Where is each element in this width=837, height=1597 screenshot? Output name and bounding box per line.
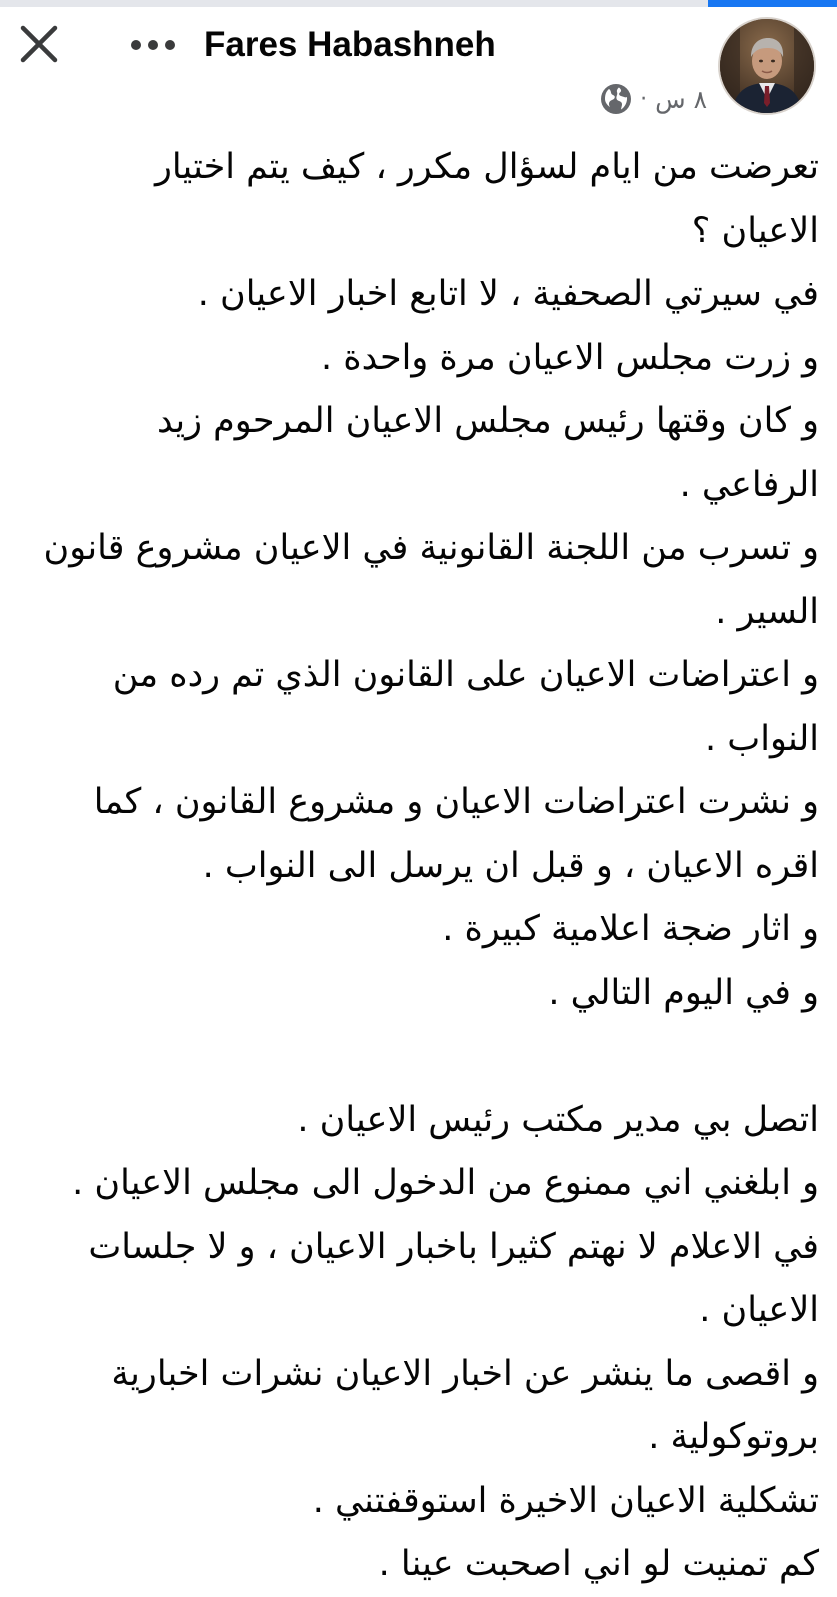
post-line: و زرت مجلس الاعيان مرة واحدة . — [321, 337, 819, 378]
close-button[interactable] — [14, 19, 64, 69]
post-line: و ابلغني اني ممنوع من الدخول الى مجلس الاعيان . — [72, 1163, 819, 1203]
post-blank-line — [14, 1025, 819, 1089]
more-options-button[interactable] — [124, 25, 182, 65]
post-line: و كان وقتها رئيس مجلس الاعيان المرحوم زيد — [156, 401, 819, 441]
avatar-photo — [720, 19, 814, 113]
post-line: في الاعلام لا نهتم كثيرا باخبار الاعيان ، و لا جلسات — [88, 1226, 819, 1267]
meta-separator: · — [640, 86, 648, 112]
post-line: و اثار ضجة اعلامية كبيرة . — [442, 909, 819, 949]
post-line: تشكلية الاعيان الاخيرة استوقفتني . — [312, 1480, 819, 1521]
post-line: و اقصى ما ينشر عن اخبار الاعيان نشرات اخبارية — [111, 1353, 819, 1394]
post-line: اقره الاعيان ، و قبل ان يرسل الى النواب . — [202, 845, 819, 886]
author-name[interactable]: Fares Habashneh — [204, 25, 496, 64]
post-line: و اعتراضات الاعيان على القانون الذي تم رده من — [112, 655, 819, 695]
post-line: بروتوكولية . — [648, 1417, 819, 1457]
post-line: الاعيان ؟ — [691, 210, 819, 251]
post-line: كم تمنيت لو اني اصحبت عينا . — [378, 1544, 819, 1584]
top-accent-bar — [708, 0, 837, 7]
post-line: و نشرت اعتراضات الاعيان و مشروع القانون ، كما — [93, 782, 819, 822]
post-timestamp[interactable]: ٨ س — [655, 84, 707, 114]
author-avatar[interactable] — [720, 19, 814, 113]
post-line: اتصل بي مدير مكتب رئيس الاعيان . — [297, 1099, 819, 1140]
post-meta — [600, 81, 707, 117]
post-line: السير . — [715, 591, 819, 632]
post-line: الاعيان . — [699, 1290, 819, 1330]
post-line: الرفاعي . — [679, 464, 819, 505]
close-icon — [17, 22, 61, 66]
post-line: النواب . — [705, 718, 819, 759]
post-line: و تسرب من اللجنة القانونية في الاعيان مشروع قانون — [43, 528, 819, 568]
post-text — [14, 136, 819, 1597]
post-header — [0, 7, 837, 125]
post-line: تعرضت من ايام لسؤال مكرر ، كيف يتم اختيار — [154, 147, 819, 187]
globe-icon — [600, 83, 632, 115]
post-line: في سيرتي الصحفية ، لا اتابع اخبار الاعيان . — [197, 274, 819, 314]
post-line: و في اليوم التالي . — [548, 972, 819, 1013]
more-options-icon — [128, 38, 178, 52]
